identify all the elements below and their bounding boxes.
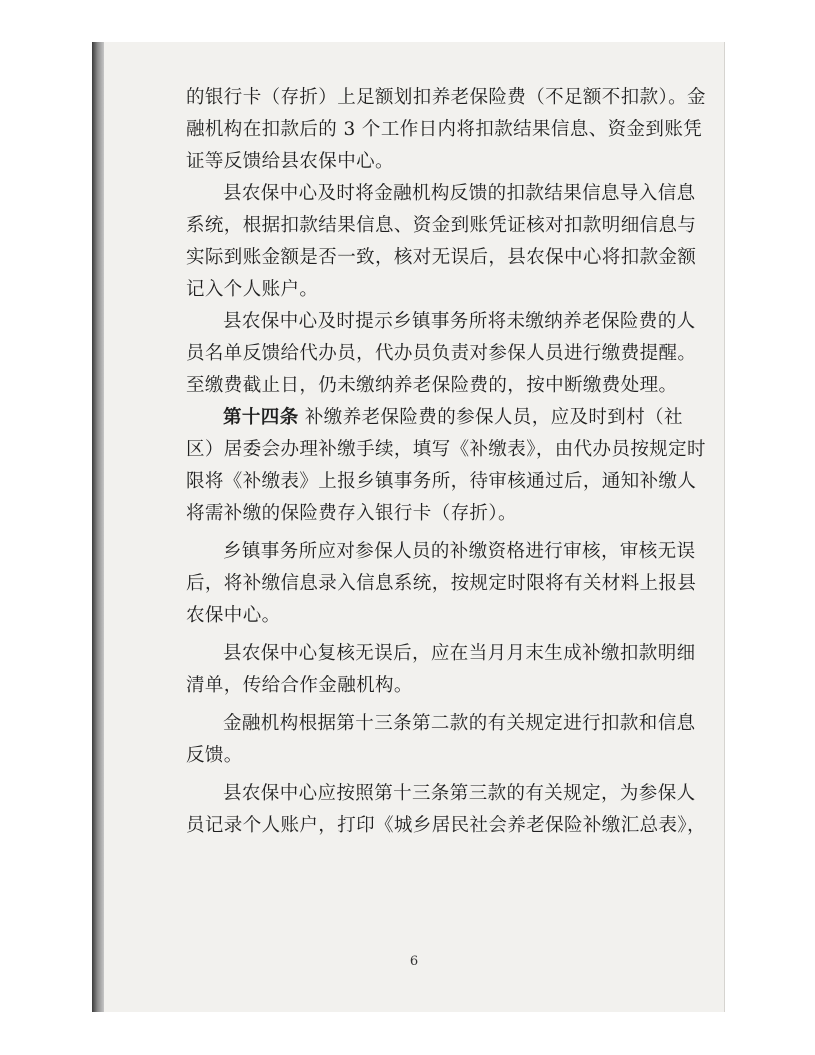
paragraph [186,638,706,702]
paragraph-text: 金融机构根据第十三条第二款的有关规定进行扣款和信息反馈。 [186,713,696,766]
paragraph-text: 乡镇事务所应对参保人员的补缴资格进行审核，审核无误后，将补缴信息录入信息系统，按规定时限将有关材料上报县农保中心。 [186,541,697,626]
paragraph-text: 县农保中心及时将金融机构反馈的扣款结果信息导入信息系统，根据扣款结果信息、资金到账凭证核对扣款明细信息与实际到账金额是否一致，核对无误后，县农保中心将扣款金额记入个人账户。 [186,183,697,300]
paragraph [186,178,706,306]
paragraph-text: 县农保中心应按照第十三条第三款的有关规定，为参保人员记录个人账户，打印《城乡居民社会养老保险补缴汇总表》， [186,783,706,836]
paragraph [186,708,706,772]
article-paragraph [186,402,706,530]
paragraph-text: 的银行卡（存折）上足额划扣养老保险费（不足额不扣款）。金融机构在扣款后的 3 个工作日内将扣款结果信息、资金到账凭证等反馈给县农保中心。 [186,87,706,172]
article-title: 第十四条 [223,407,299,428]
paragraph [186,778,706,842]
document-page [104,42,725,1012]
paragraph [186,306,706,402]
paragraph-text: 县农保中心复核无误后，应在当月月末生成补缴扣款明细清单，传给合作金融机构。 [186,643,696,696]
page-number: 6 [409,954,419,969]
paragraph [186,536,706,632]
paragraph [186,82,706,178]
paragraph-text: 补缴养老保险费的参保人员，应及时到村（社区）居委会办理补缴手续，填写《补缴表》，由代办员按规定时限将《补缴表》上报乡镇事务所，待审核通过后，通知补缴人将需补缴的保险费存入银行卡（存折）。 [186,407,706,524]
paragraph-text: 县农保中心及时提示乡镇事务所将未缴纳养老保险费的人员名单反馈给代办员，代办员负责对参保人员进行缴费提醒。至缴费截止日，仍未缴纳养老保险费的，按中断缴费处理。 [186,311,697,396]
body-text [186,82,706,842]
